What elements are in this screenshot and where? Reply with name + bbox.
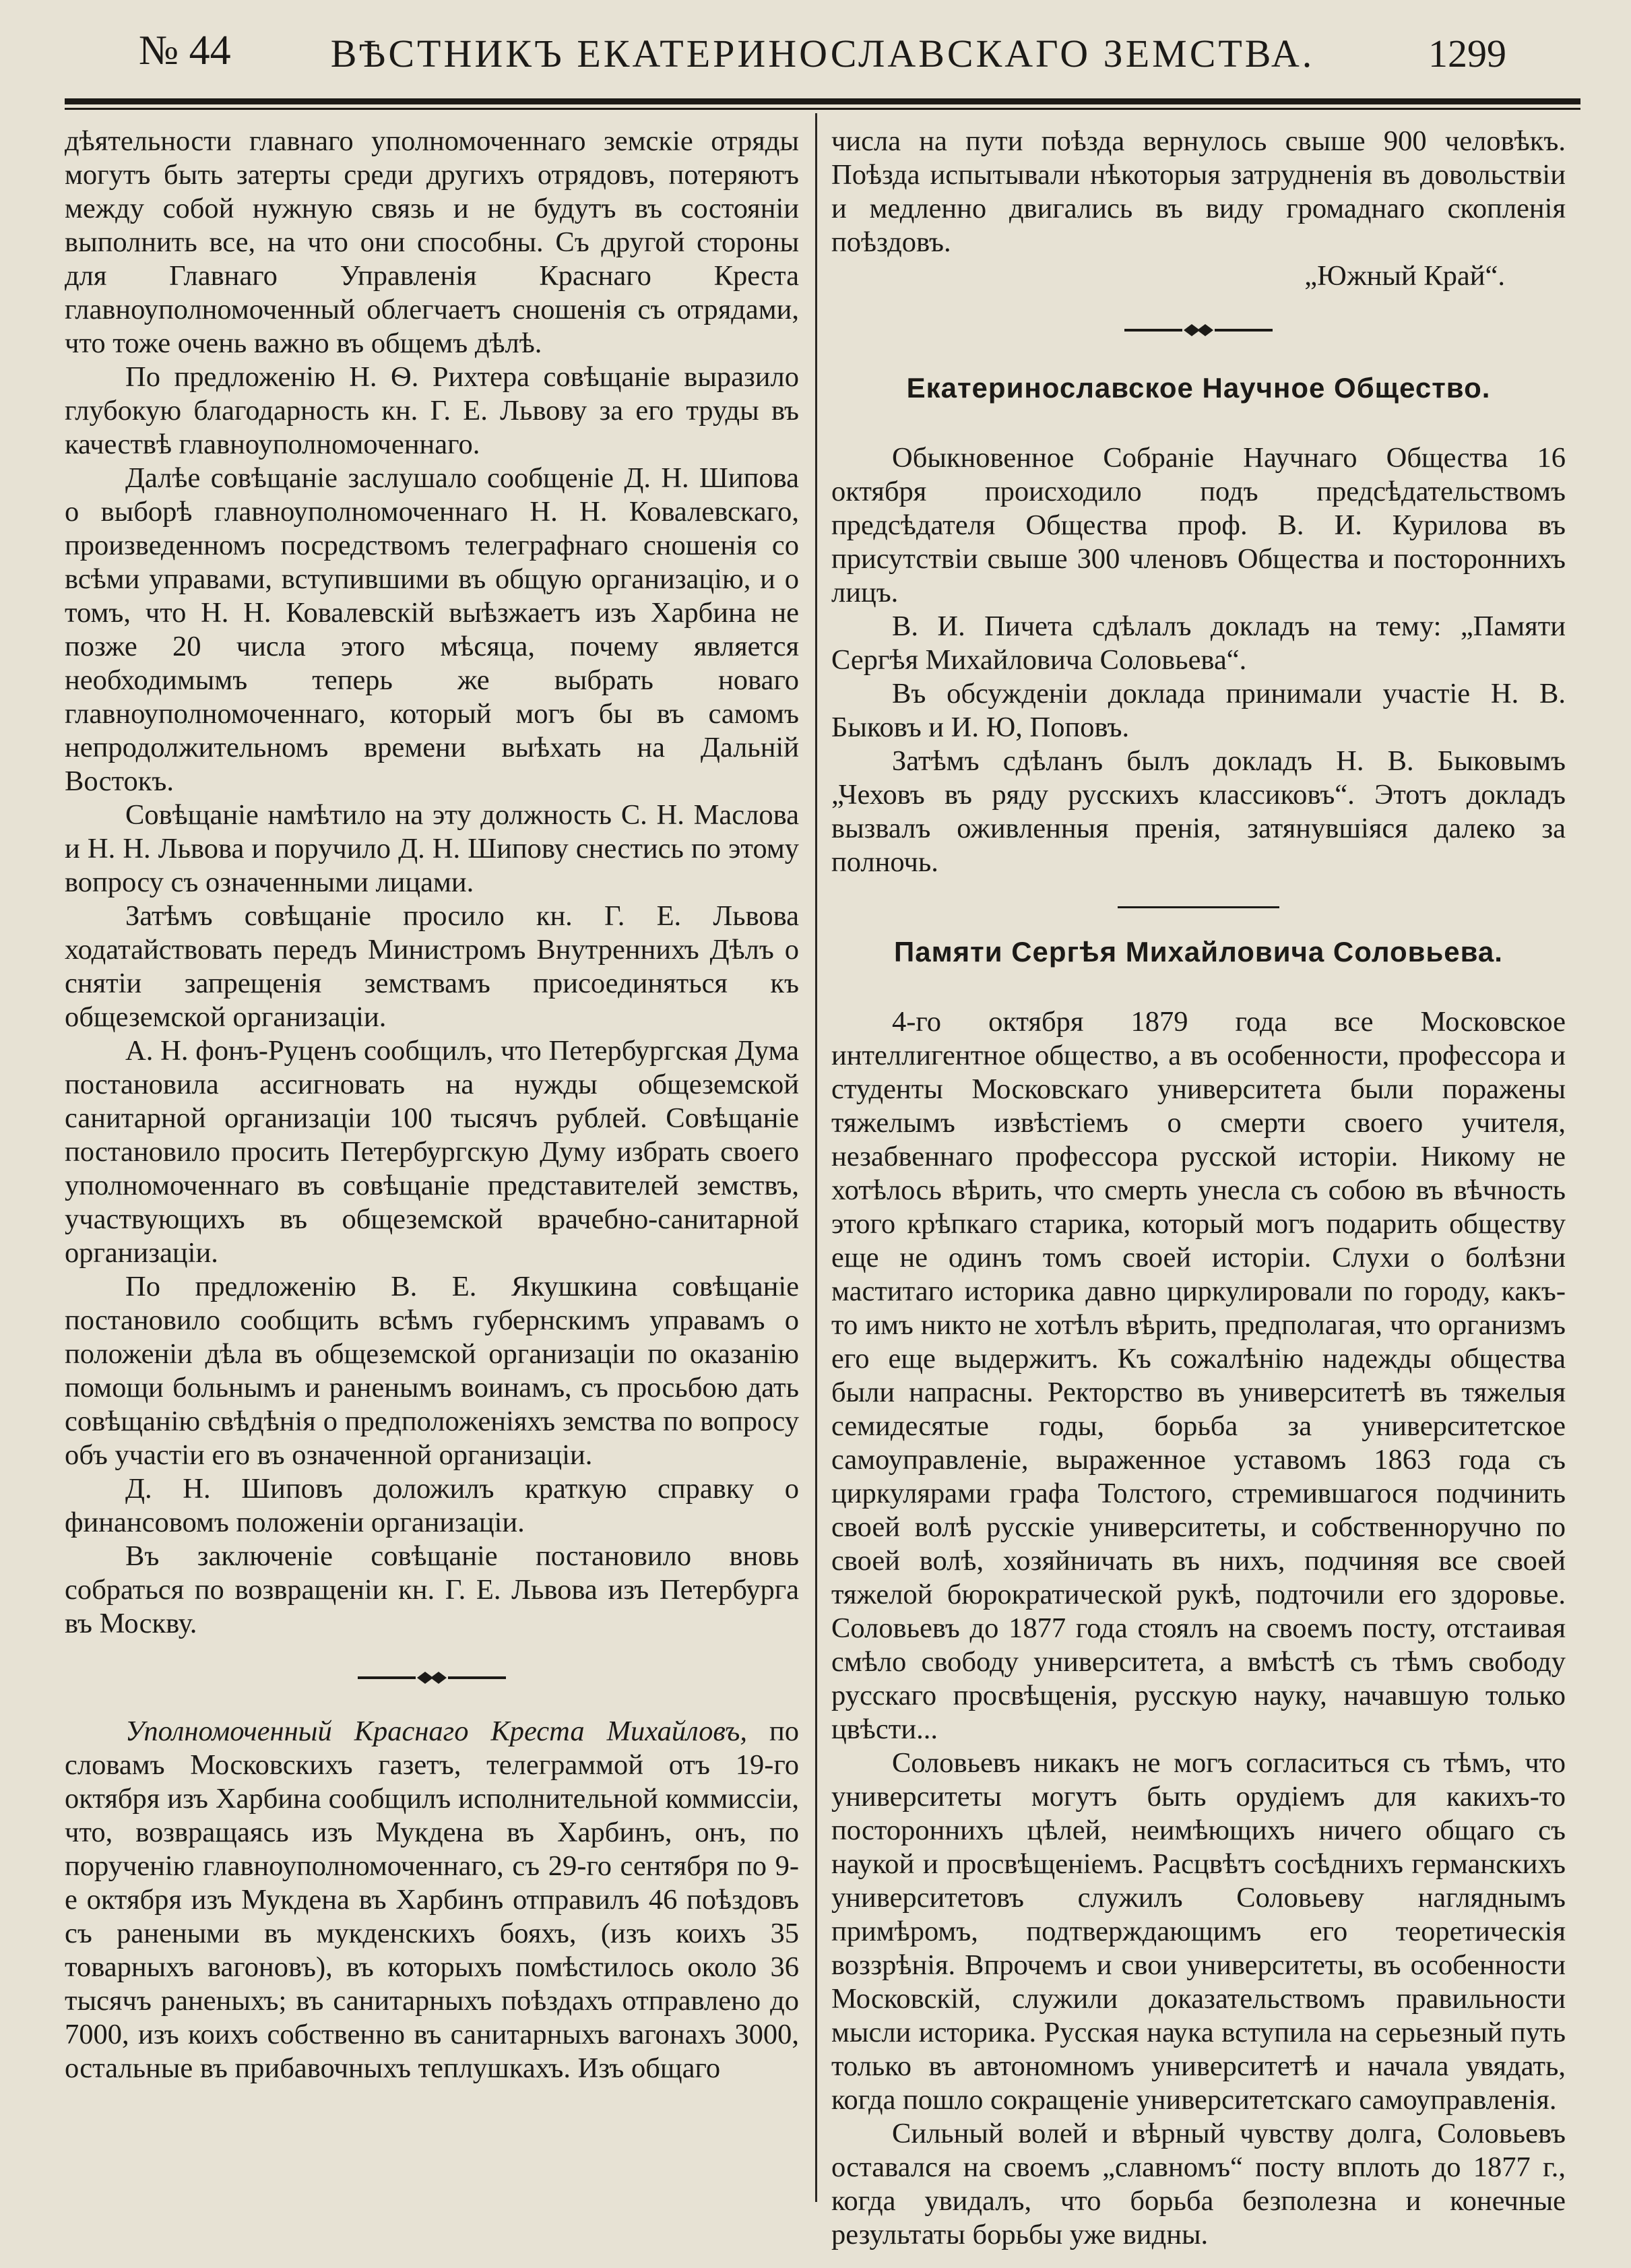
paragraph: Затѣмъ сдѣланъ былъ докладъ Н. В. Быковымъ „Чеховъ въ ряду русскихъ классиковъ“. Этотъ докладъ вызвалъ оживленныя пренія, затянувшіяся далеко за полночь.	[831, 745, 1566, 878]
italic-lead: Уполномоченный Краснаго Креста Михайловъ,	[125, 1715, 747, 1747]
source-attribution: „Южный Край“.	[1304, 260, 1505, 292]
paragraph: Затѣмъ совѣщаніе просило кн. Г. Е. Львова ходатайствовать передъ Министромъ Внутреннихъ Дѣлъ о снятіи запрещенія земствамъ присоединяться къ общеземской организаціи.	[65, 900, 799, 1033]
paragraph: 4-го октября 1879 года все Московское интеллигентное общество, а въ особенности, профессора и студенты Московскаго университета были поражены тяжелымъ извѣстіемъ о смерти своего учителя, незабвеннаго профессора русской исторіи. Никому не хотѣлось вѣрить, что смерть унесла съ собою въ вѣчность этого крѣпкаго старика, который могъ подарить обществу еще не одинъ томъ своей исторіи. Слухи о болѣзни маститаго историка давно циркулировали по городу, какъ-то имъ никто не хотѣлъ вѣрить, предполагая, что организмъ его еще выдержитъ. Къ сожалѣнію надежды общества были напрасны. Ректорство въ университетѣ въ тяжелыя семидесятые годы, борьба за университетское самоуправленіе, выраженное уставомъ 1863 года съ циркулярами графа Толстого, стремившагося подчинить своей волѣ русскіе университеты, и собственноручно по своей волѣ, хозяйничать въ нихъ, подчиняя все своей тяжелой бюрократической рукѣ, подточили его здоровье. Соловьевъ до 1877 года стоялъ на своемъ посту, отстаивая смѣло свободу университета, а вмѣстѣ съ тѣмъ свободу русскаго просвѣщенія, русскую науку, начавшую только цвѣсти...	[831, 1006, 1566, 1745]
paragraph-rest: по словамъ Московскихъ газетъ, телеграммой отъ 19-го октября изъ Харбина сообщилъ исполнительной коммиссіи, что, возвращаясь изъ Мукдена въ Харбинъ, онъ, по порученію главноуполномоченнаго, съ 29-го сентября по 9-е октября изъ Мукдена въ Харбинъ отправилъ 46 поѣздовъ съ ранеными въ мукденскихъ бояхъ, (изъ коихъ 35 товарныхъ вагоновъ), въ которыхъ помѣстилось около 36 тысячъ раненыхъ; въ санитарныхъ поѣздахъ отправлено до 7000, изъ коихъ собственно въ санитарныхъ вагонахъ 3000, остальные въ прибавочныхъ теплушкахъ. Изъ общаго	[65, 1715, 799, 2084]
paragraph: Обыкновенное Собраніе Научнаго Общества 16 октября происходило подъ предсѣдательствомъ предсѣдателя Общества проф. В. И. Курилова въ присутствіи свыше 300 членовъ Общества и постороннихъ лицъ.	[831, 442, 1566, 608]
paragraph: По предложенію В. Е. Якушкина совѣщаніе постановило сообщить всѣмъ губернскимъ управамъ о положеніи дѣла въ общеземской организаціи по оказанію помощи больнымъ и раненымъ воинамъ, съ просьбою дать совѣщанію свѣдѣнія о предположеніяхъ земства по вопросу объ участіи его въ означенной организаціи.	[65, 1271, 799, 1471]
header-rule-thin	[65, 108, 1580, 110]
paragraph: По предложенію Н. Ѳ. Рихтера совѣщаніе выразило глубокую благодарность кн. Г. Е. Львову за его труды въ качествѣ главноуполномоченнаго.	[65, 361, 799, 460]
right-column	[831, 125, 1566, 2252]
paragraph: Д. Н. Шиповъ доложилъ краткую справку о финансовомъ положеніи организаціи.	[65, 1473, 799, 1538]
paragraph: Въ заключеніе совѣщаніе постановило вновь собраться по возвращеніи кн. Г. Е. Львова изъ Петербурга въ Москву.	[65, 1540, 799, 1639]
section-separator	[1118, 906, 1279, 908]
paragraph: А. Н. фонъ-Руценъ сообщилъ, что Петербургская Дума постановила ассигновать на нужды общеземской санитарной организаціи 100 тысячъ рублей. Совѣщаніе постановило просить Петербургскую Думу избрать своего уполномоченнаго въ совѣщаніе представителей земствъ, участвующихъ въ общеземской врачебно-санитарной организаціи.	[65, 1035, 799, 1269]
paragraph: Сильный волей и вѣрный чувству долга, Соловьевъ оставался на своемъ „славномъ“ посту вплоть до 1877 г., когда увидалъ, что борьба безполезна и конечные результаты борьбы уже видны.	[831, 2118, 1566, 2250]
paragraph: Соловьевъ никакъ не могъ согласиться съ тѣмъ, что университеты могутъ быть орудіемъ для какихъ-то постороннихъ цѣлей, неимѣющихъ ничего общаго съ наукой и просвѣщеніемъ. Расцвѣтъ сосѣднихъ германскихъ университетовъ служилъ Соловьеву нагляднымъ примѣромъ, подтверждающимъ его теоретическія воззрѣнія. Впрочемъ и свои университеты, въ особенности Московскій, служили доказательствомъ правильности мысли историка. Русская наука вступила на серьезный путь только въ автономномъ университетѣ и начала увядать, когда пошло сокращеніе университетскаго самоуправленія.	[831, 1747, 1566, 2116]
header-rule-thick	[65, 98, 1580, 104]
left-column	[65, 125, 799, 2085]
ornament-divider	[65, 1641, 799, 1715]
paragraph: Совѣщаніе намѣтило на эту должность С. Н. Маслова и Н. Н. Львова и поручило Д. Н. Шипову снестись по этому вопросу съ означенными лицами.	[65, 799, 799, 898]
paragraph: Далѣе совѣщаніе заслушало сообщеніе Д. Н. Шипова о выборѣ главноуполномоченнаго Н. Н. Ковалевскаго, произведенномъ посредствомъ телеграфнаго сношенія со всѣми управами, вступившими въ общую организацію, и о томъ, что Н. Н. Ковалевскій выѣзжаетъ изъ Харбина не позже 20 числа этого мѣсяца, почему является необходимымъ теперь же выбрать новаго главноуполномоченнаго, который могъ бы въ самомъ непродолжительномъ времени выѣхать на Дальній Востокъ.	[65, 462, 799, 797]
paragraph: числа на пути поѣзда вернулось свыше 900 человѣкъ. Поѣзда испытывали нѣкоторыя затрудненія въ довольствіи и медленно двигались въ виду громаднаго скопленія поѣздовъ.	[831, 125, 1566, 258]
paragraph: В. И. Пичета сдѣлалъ докладъ на тему: „Памяти Сергѣя Михайловича Соловьева“.	[831, 610, 1566, 676]
section-heading: Екатеринославское Научное Общество.	[906, 372, 1491, 404]
section-heading: Памяти Сергѣя Михайловича Соловьева.	[894, 936, 1503, 968]
page-header	[65, 27, 1580, 81]
page-number: 1299	[1428, 32, 1506, 75]
column-divider	[815, 113, 817, 2202]
issue-number: № 44	[139, 28, 231, 73]
paragraph	[65, 1715, 799, 2085]
paragraph: дѣятельности главнаго уполномоченнаго земскіе отряды могутъ быть затерты среди другихъ отрядовъ, потеряютъ между собой нужную связь и не будутъ въ состояніи выполнить все, на что они способны. Съ другой стороны для Главнаго Управленія Краснаго Креста главноуполномоченный облегчаетъ сношенія съ отрядами, что тоже очень важно въ общемъ дѣлѣ.	[65, 125, 799, 359]
publication-title: ВѢСТНИКЪ ЕКАТЕРИНОСЛАВСКАГО ЗЕМСТВА.	[330, 32, 1315, 75]
ornament-divider	[831, 293, 1566, 367]
paragraph: Въ обсужденіи доклада принимали участіе Н. В. Быковъ и И. Ю, Поповъ.	[831, 678, 1566, 743]
